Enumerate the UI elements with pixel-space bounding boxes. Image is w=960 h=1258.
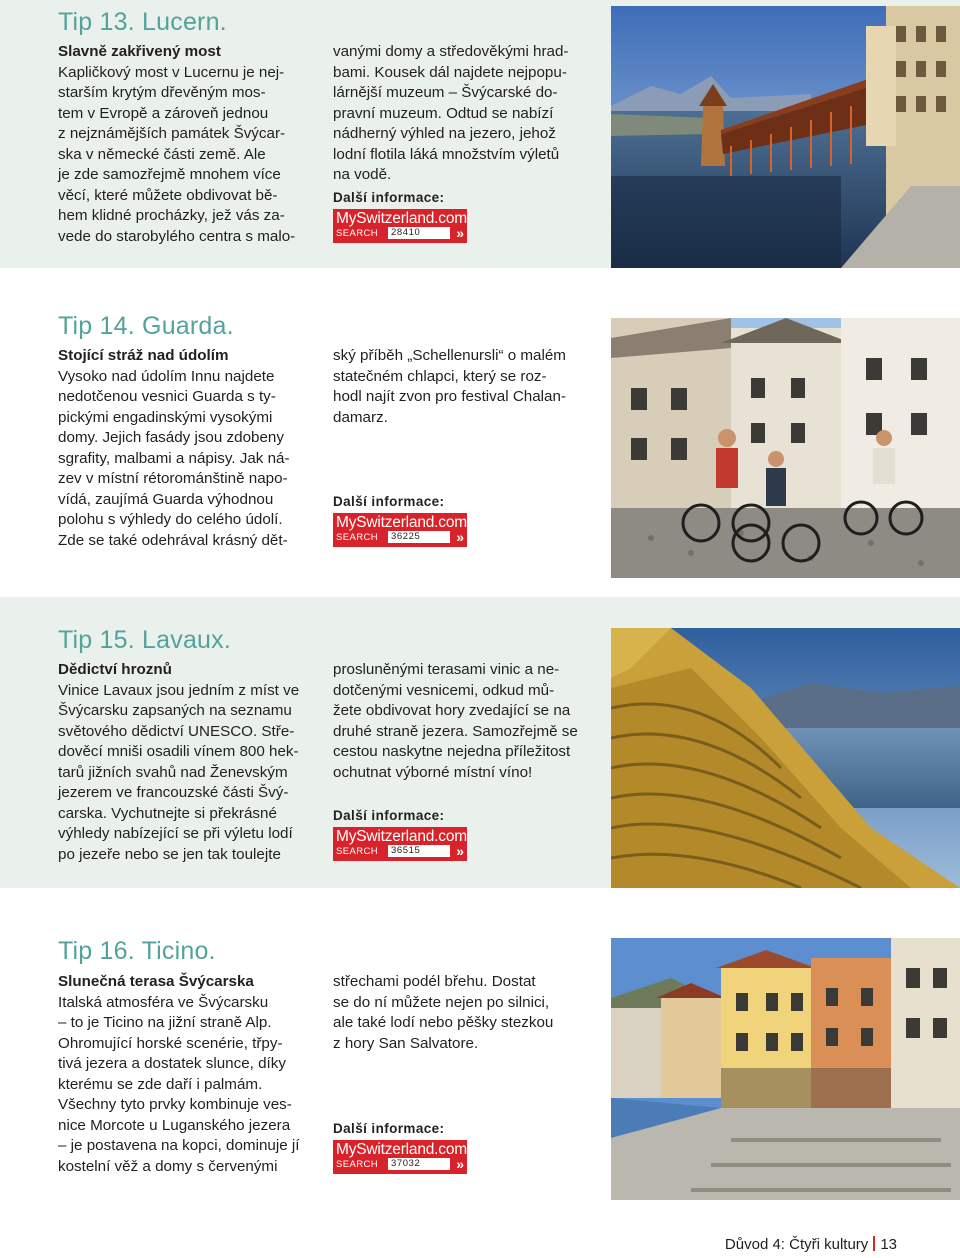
text-line: damarz. xyxy=(333,408,388,426)
text-line: zev v místní rétorománštině napo- xyxy=(58,470,288,487)
text-line: Vinice Lavaux jsou jedním z míst ve xyxy=(58,681,300,699)
myswitzerland-search-badge[interactable] xyxy=(333,1140,467,1174)
text-line: cestou naskytne nejedna příležitost xyxy=(333,743,571,760)
tip-14-title: Tip 14. Guarda. xyxy=(58,312,234,340)
tip-15-left-column xyxy=(58,660,316,865)
tip-13-info xyxy=(333,190,473,243)
text-line: vídá, zaujímá Guarda výhodnou xyxy=(58,490,274,508)
text-line: vede do starobylého centra s malo- xyxy=(58,227,296,245)
tip-15-title: Tip 15. Lavaux. xyxy=(58,626,232,654)
tip-13-subtitle: Slavně zakřivený most xyxy=(58,43,221,60)
text-line: – to je Ticino na jižní straně Alp. xyxy=(58,1014,272,1031)
text-line: ale také lodí nebo pěšky stezkou xyxy=(333,1014,554,1031)
text-line: kterému se zde daří i palmám. xyxy=(58,1075,263,1093)
text-line: pravní muzeum. Odtud se nabízí xyxy=(333,104,554,122)
info-label: Další informace: xyxy=(333,1121,445,1136)
text-line: bami. Kousek dál najdete nejpopu- xyxy=(333,63,567,81)
text-line: Švýcarsku zapsaných na seznamu xyxy=(58,702,292,719)
lavaux-photo-image xyxy=(611,628,960,888)
lucerne-photo-image xyxy=(611,6,960,268)
text-line: nádherný výhled na jezero, jehož xyxy=(333,125,556,142)
tip-16-photo xyxy=(611,938,960,1200)
text-line: tivá jezera a dostatek slunce, díky xyxy=(58,1055,286,1072)
brand-name: MySwitzerland.com xyxy=(336,210,467,227)
tip-13-right-column xyxy=(333,42,591,186)
tip-14-subtitle: Stojící stráž nad údolím xyxy=(58,347,229,364)
text-line: na vodě. xyxy=(333,166,392,183)
tip-14-right-column xyxy=(333,346,591,428)
tip-14-info xyxy=(333,494,473,547)
text-line: lárnější muzeum – Švýcarské do- xyxy=(333,84,558,101)
search-label: SEARCH xyxy=(336,846,378,857)
text-line: se do ní můžete nejen po silnici, xyxy=(333,993,550,1011)
text-line: Ohromující horské scenérie, třpy- xyxy=(58,1034,283,1052)
text-line: druhé straně jezera. Samozřejmě se xyxy=(333,722,578,740)
text-line: vanými domy a středověkými hrad- xyxy=(333,43,569,60)
tip-13-title: Tip 13. Lucern. xyxy=(58,8,227,36)
myswitzerland-search-badge[interactable] xyxy=(333,827,467,861)
myswitzerland-search-badge[interactable] xyxy=(333,513,467,547)
morcote-photo-image xyxy=(611,938,960,1200)
text-line: domy. Jejich fasády jsou zdobeny xyxy=(58,429,284,446)
text-line: prosluněnými terasami vinic a ne- xyxy=(333,661,560,678)
text-line: nice Morcote u Luganského jezera xyxy=(58,1116,291,1134)
page-footer xyxy=(725,1236,897,1253)
text-line: ochutnat výborné místní víno! xyxy=(333,763,533,781)
search-code: 36225 xyxy=(388,531,450,543)
text-line: nedotčenou vesnici Guarda s ty- xyxy=(58,388,276,405)
text-line: carska. Vychutnejte si překrásné xyxy=(58,804,277,822)
tip-14-left-column xyxy=(58,346,316,551)
text-line: dotčenými vesnicemi, odkud mů- xyxy=(333,681,555,699)
tip-15-photo xyxy=(611,628,960,888)
tip-16-right-column xyxy=(333,972,591,1054)
search-code: 37032 xyxy=(388,1158,450,1170)
text-line: ský příběh „Schellenursli“ o malém xyxy=(333,347,566,364)
tip-16-subtitle: Slunečná terasa Švýcarska xyxy=(58,973,254,990)
search-label: SEARCH xyxy=(336,1159,378,1170)
page-number: 13 xyxy=(880,1236,897,1253)
double-chevron-right-icon[interactable]: » xyxy=(456,843,464,859)
footer-text: Důvod 4: Čtyři kultury xyxy=(724,1236,869,1253)
footer-separator xyxy=(873,1236,875,1251)
text-line: dověcí mniši osadili vínem 800 hek- xyxy=(58,743,299,760)
search-label: SEARCH xyxy=(336,532,378,543)
text-line: Vysoko nad údolím Innu najdete xyxy=(58,367,275,385)
info-label: Další informace: xyxy=(333,494,445,509)
text-line: z hory San Salvatore. xyxy=(333,1034,479,1052)
brand-name: MySwitzerland.com xyxy=(336,828,467,845)
tip-14-photo xyxy=(611,318,960,578)
text-line: výhledy nabízející se při výletu lodí xyxy=(58,825,293,842)
text-line: ska v německé části země. Ale xyxy=(58,145,266,163)
double-chevron-right-icon[interactable]: » xyxy=(456,529,464,545)
info-label: Další informace: xyxy=(333,808,445,823)
text-line: tarů jižních svahů nad Ženevským xyxy=(58,763,288,781)
text-line: světového dědictví UNESCO. Stře- xyxy=(58,722,295,740)
brand-name: MySwitzerland.com xyxy=(336,514,467,531)
double-chevron-right-icon[interactable]: » xyxy=(456,225,464,241)
text-line: Zde se také odehrával krásný dět- xyxy=(58,531,288,549)
text-line: po jezeře nebo se jen tak toulejte xyxy=(58,845,281,863)
text-line: hem klidné procházky, jež vás za- xyxy=(58,207,285,224)
text-line: polohu s výhledy do celého údolí. xyxy=(58,511,283,528)
tip-15-subtitle: Dědictví hroznů xyxy=(58,661,172,678)
text-line: Všechny tyto prvky kombinuje ves- xyxy=(58,1096,292,1113)
text-line: žete obdivovat hory zvedající se na xyxy=(333,702,571,719)
text-line: hodl najít zvon pro festival Chalan- xyxy=(333,388,567,405)
text-line: sgrafity, malbami a nápisy. Jak ná- xyxy=(58,449,290,467)
text-line: jezerem ve francouzské části Švý- xyxy=(58,784,289,801)
tip-13-left-column xyxy=(58,42,316,247)
tip-16-left-column xyxy=(58,972,316,1177)
tip-15-right-column xyxy=(333,660,591,783)
double-chevron-right-icon[interactable]: » xyxy=(456,1156,464,1172)
tip-16-info xyxy=(333,1121,473,1174)
info-label: Další informace: xyxy=(333,190,445,205)
myswitzerland-search-badge[interactable] xyxy=(333,209,467,243)
search-code: 28410 xyxy=(388,227,450,239)
tip-15-info xyxy=(333,808,473,861)
text-line: věcí, které můžete obdivovat bě- xyxy=(58,186,278,204)
text-line: Italská atmosféra ve Švýcarsku xyxy=(58,993,269,1011)
search-label: SEARCH xyxy=(336,228,378,239)
tip-13-photo xyxy=(611,6,960,268)
search-code: 36515 xyxy=(388,845,450,857)
text-line: je zde samozřejmě mnohem více xyxy=(58,166,281,183)
text-line: z nejznámějších památek Švýcar- xyxy=(58,125,286,142)
text-line: pickými engadinskými vysokými xyxy=(58,408,273,426)
text-line: tem v Evropě a zároveň jednou xyxy=(58,104,269,122)
text-line: starším krytým dřevěným mos- xyxy=(58,84,266,101)
text-line: lodní flotila láká množstvím výletů xyxy=(333,145,560,163)
text-line: – je postavena na kopci, dominuje jí xyxy=(58,1137,300,1154)
text-line: střechami podél břehu. Dostat xyxy=(333,973,536,990)
text-line: statečném chlapci, který se roz- xyxy=(333,367,547,385)
brand-name: MySwitzerland.com xyxy=(336,1141,467,1158)
tip-16-title: Tip 16. Ticino. xyxy=(58,937,216,965)
guarda-photo-image xyxy=(611,318,960,578)
text-line: kostelní věž a domy s červenými xyxy=(58,1157,278,1175)
text-line: Kapličkový most v Lucernu je nej- xyxy=(58,63,285,81)
